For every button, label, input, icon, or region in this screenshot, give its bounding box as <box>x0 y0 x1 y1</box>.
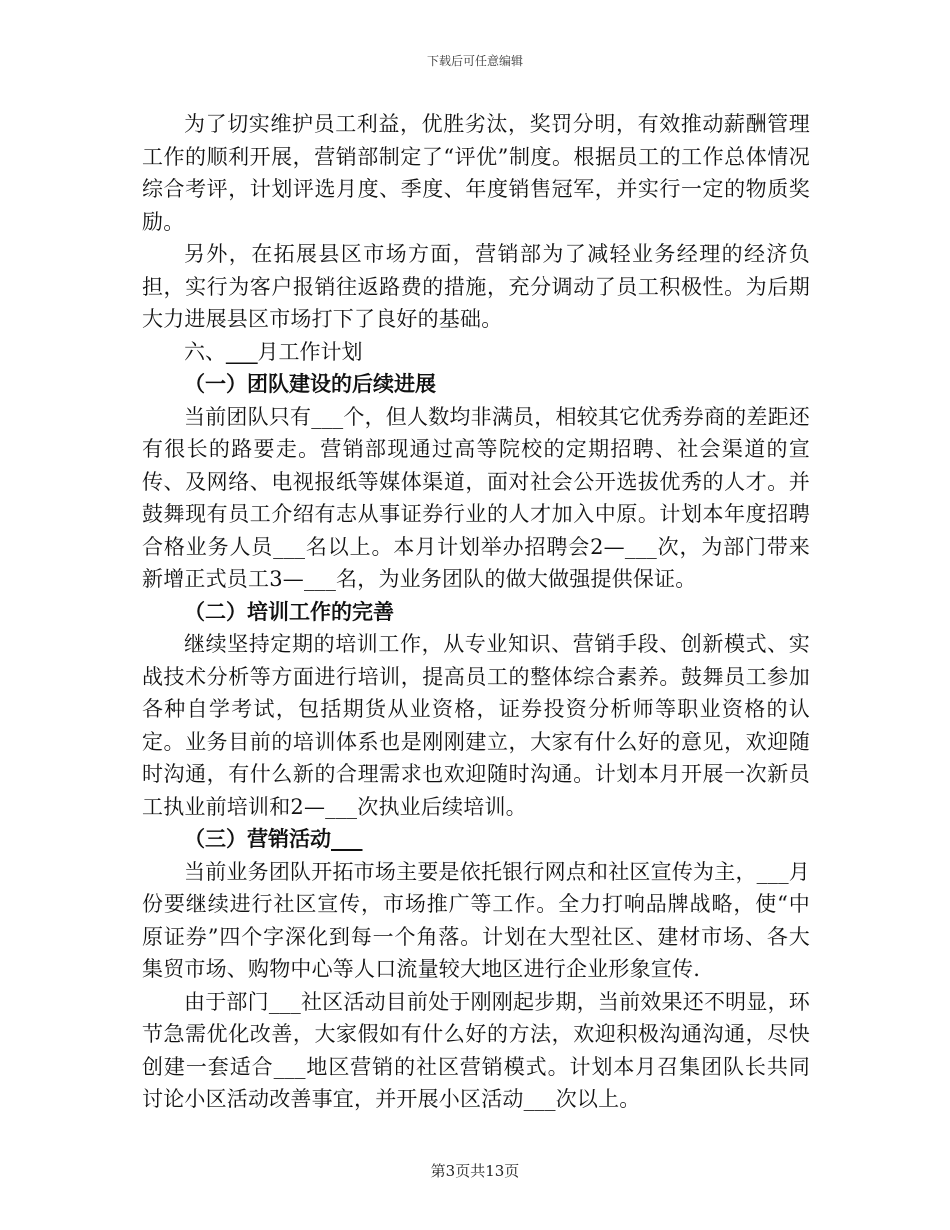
subheading-marketing-activities: （三）营销活动___ <box>184 827 363 851</box>
paragraph-evaluation-system: 为了切实维护员工利益，优胜劣汰，奖罚分明，有效推动薪酬管理工作的顺利开展，营销部制定了“评优”制度。根据员工的工作总体情况综合考评，计划评选月度、季度、年度销售冠军，并实行一定的物质奖励。 <box>142 112 810 234</box>
paragraph-community-activities: 由于部门___社区活动目前处于刚刚起步期，当前效果还不明显，环节急需优化改善，大家假如有什么好的方法，欢迎积极沟通沟通，尽快创建一套适合___地区营销的社区营销模式。计划本月召集团队长共同讨论小区活动改善事宜，并开展小区活动___次以上。 <box>142 989 810 1111</box>
section-heading-monthly-plan: 六、___月工作计划 <box>184 339 363 364</box>
paragraph-team-building: 当前团队只有___个，但人数均非满员，相较其它优秀券商的差距还有很长的路要走。营销部现通过高等院校的定期招聘、社会渠道的宣传、及网络、电视报纸等媒体渠道，面对社会公开选拔优秀的人才。并鼓舞现有员工介绍有志从事证券行业的人才加入中原。计划本年度招聘合格业务人员___名以上。本月计划举办招聘会2—___次，为部门带来新增正式员工3—___名，为业务团队的做大做强提供保证。 <box>142 404 810 591</box>
paragraph-training: 继续坚持定期的培训工作，从专业知识、营销手段、创新模式、实战技术分析等方面进行培训，提高员工的整体综合素养。鼓舞员工参加各种自学考试，包括期货从业资格，证券投资分析师等职业资格的认定。业务目前的培训体系也是刚刚建立，大家有什么好的意见，欢迎随时沟通，有什么新的合理需求也欢迎随时沟通。计划本月开展一次新员工执业前培训和2—___次执业后续培训。 <box>142 632 810 819</box>
document-body <box>142 108 810 1116</box>
paragraph-marketing-activities: 当前业务团队开拓市场主要是依托银行网点和社区宣传为主，___月份要继续进行社区宣传，市场推广等工作。全力打响品牌战略，使“中原证券”四个字深化到每一个角落。计划在大型社区、建材市场、各大集贸市场、购物中心等人口流量较大地区进行企业形象宣传. <box>142 859 810 981</box>
page-header: 下载后可任意编辑 <box>426 54 523 68</box>
subheading-team-building: （一）团队建设的后续进展 <box>184 372 436 396</box>
page-number-footer: 第3页共13页 <box>430 1162 520 1180</box>
subheading-training: （二）培训工作的完善 <box>184 599 394 624</box>
paragraph-county-market: 另外，在拓展县区市场方面，营销部为了减轻业务经理的经济负担，实行为客户报销往返路费的措施，充分调动了员工积极性。为后期大力进展县区市场打下了良好的基础。 <box>142 242 810 331</box>
